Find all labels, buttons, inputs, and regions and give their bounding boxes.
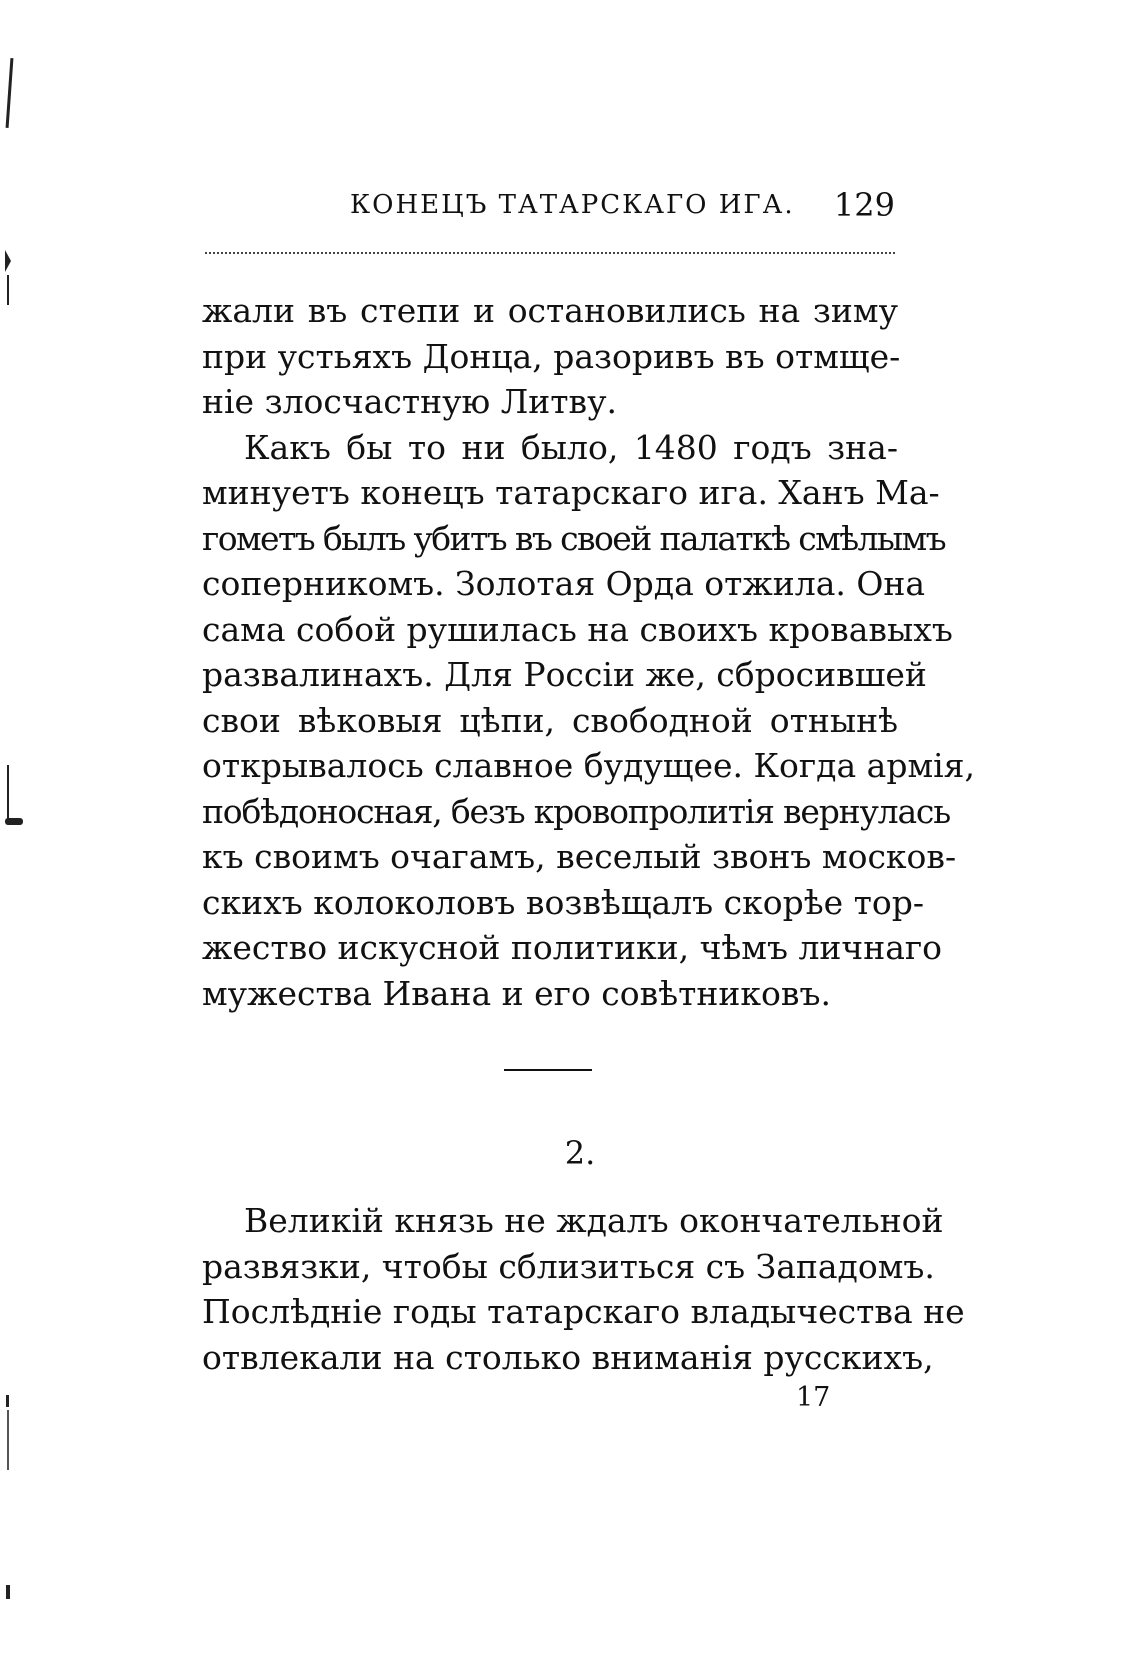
scan-artifact	[7, 275, 9, 305]
text-line: свои вѣковыя цѣпи, свободной отнынѣ	[202, 700, 898, 740]
scan-artifact	[7, 765, 9, 820]
running-title: КОНЕЦЪ ТАТАРСКАГО ИГА.	[350, 190, 795, 220]
body-text	[202, 288, 975, 1016]
text-line: Послѣдніе годы татарскаго владычества не	[202, 1292, 965, 1331]
header-rule	[205, 252, 895, 254]
text-line: сама собой рушилась на своихъ кровавыхъ	[202, 609, 953, 649]
text-line: при устьяхъ Донца, разоривъ въ отмще-	[202, 336, 901, 376]
section-divider	[504, 1069, 592, 1071]
text-line: отвлекали на столько вниманія русскихъ,	[202, 1337, 934, 1377]
signature-mark: 17	[796, 1382, 831, 1413]
text-line: жали въ степи и остановились на зиму	[202, 291, 898, 330]
text-line: открывалось славное будущее. Когда армія,	[202, 746, 975, 785]
page-number: 129	[833, 186, 895, 224]
scan-artifact	[5, 250, 11, 272]
text-line: минуетъ конецъ татарскаго ига. Ханъ Ма-	[202, 473, 940, 512]
text-line: къ своимъ очагамъ, веселый звонъ москов-	[202, 837, 957, 876]
scan-artifact	[6, 1395, 9, 1407]
text-line: жество искусной политики, чѣмъ личнаго	[202, 928, 943, 967]
text-line: ніе злосчастную Литву.	[202, 382, 618, 421]
text-line: скихъ колоколовъ возвѣщалъ скорѣе тор-	[202, 882, 925, 922]
text-line: развязки, чтобы сблизиться съ Западомъ.	[202, 1246, 935, 1286]
text-line: мужества Ивана и его совѣтниковъ.	[202, 973, 831, 1013]
text-line: соперникомъ. Золотая Орда отжила. Она	[202, 564, 926, 603]
text-line: побѣдоносная, безъ кровопролитія вернулась	[202, 791, 950, 831]
text-line: развалинахъ. Для Россіи же, сбросившей	[202, 655, 927, 694]
body-text	[202, 1198, 965, 1380]
scan-artifact	[6, 1585, 10, 1599]
scan-artifact	[6, 58, 14, 128]
page-header	[190, 186, 895, 230]
text-line: Великій князь не ждалъ окончательной	[244, 1201, 944, 1240]
text-line: гометъ былъ убитъ въ своей палаткѣ смѣлымъ	[202, 518, 946, 558]
scan-artifact	[7, 1410, 9, 1470]
text-line: Какъ бы то ни было, 1480 годъ зна-	[244, 427, 898, 467]
section-number: 2.	[564, 1134, 596, 1172]
scan-artifact	[5, 818, 23, 825]
